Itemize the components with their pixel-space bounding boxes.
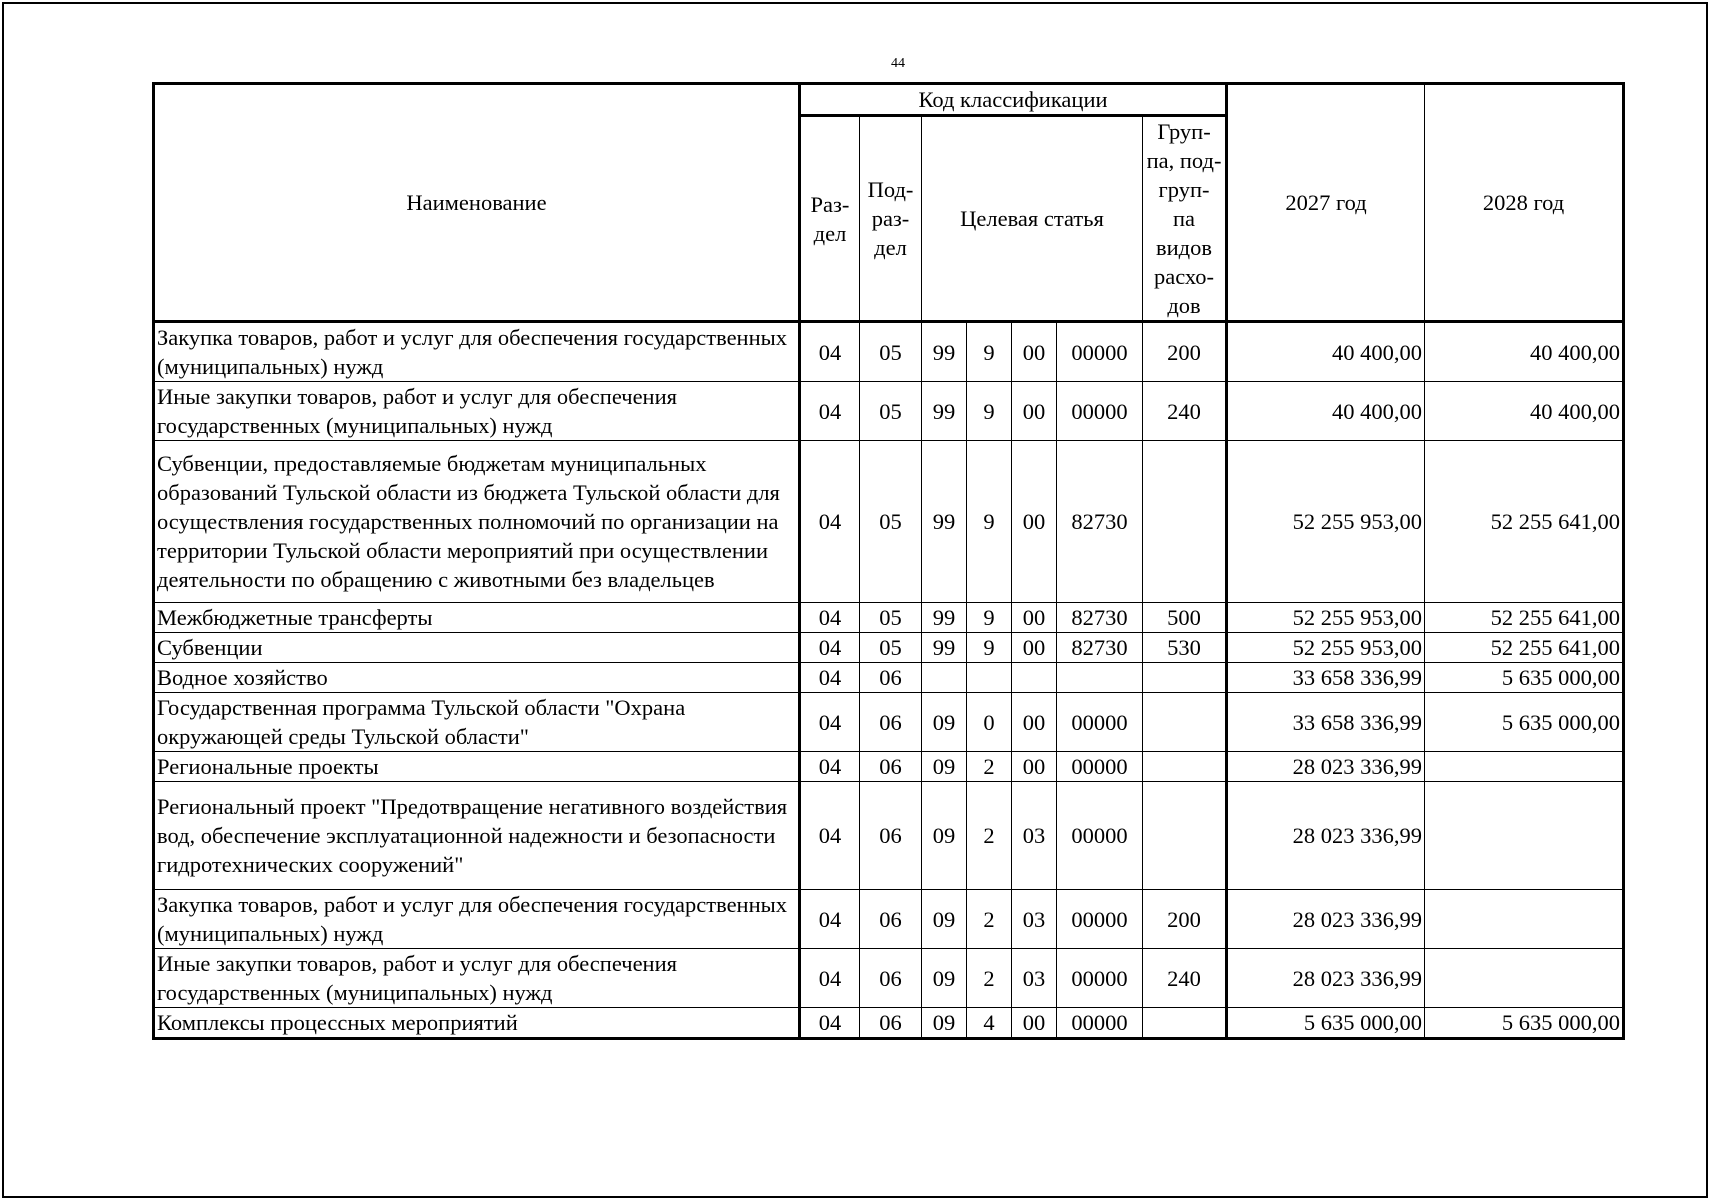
row-target-direction: 00000 [1057, 949, 1143, 1008]
header-year-2027: 2027 год [1227, 84, 1425, 322]
header-section [800, 116, 860, 322]
header-line: видов [1156, 235, 1213, 260]
row-expense-group: 530 [1143, 633, 1227, 663]
row-amount-2028: 5 635 000,00 [1425, 1008, 1624, 1039]
row-target-program: 09 [922, 1008, 967, 1039]
row-section: 04 [800, 752, 860, 782]
row-target-measure: 03 [1012, 890, 1057, 949]
row-name: Межбюджетные трансферты [154, 603, 800, 633]
header-line: расхо- [1153, 264, 1215, 289]
row-target-program: 09 [922, 693, 967, 752]
row-target-subprogram [967, 663, 1012, 693]
row-target-direction: 00000 [1057, 752, 1143, 782]
row-target-direction: 82730 [1057, 633, 1143, 663]
table-row [154, 382, 1624, 441]
header-line: Под- [867, 177, 914, 202]
row-name: Субвенции, предоставляемые бюджетам муниципальных образований Тульской области из бюджета Тульской области для осуществления государственных полномочий по организации на территории Тульской области мероприятий при осуществлении деятельности по обращению с животными без владельцев [154, 441, 800, 603]
row-subsection: 05 [860, 633, 922, 663]
row-amount-2027: 40 400,00 [1227, 382, 1425, 441]
row-expense-group: 240 [1143, 949, 1227, 1008]
row-section: 04 [800, 693, 860, 752]
row-expense-group: 200 [1143, 890, 1227, 949]
row-expense-group [1143, 782, 1227, 890]
row-name: Закупка товаров, работ и услуг для обеспечения государственных (муниципальных) нужд [154, 890, 800, 949]
row-target-subprogram: 0 [967, 693, 1012, 752]
row-target-program: 09 [922, 890, 967, 949]
row-target-measure: 00 [1012, 1008, 1057, 1039]
row-target-measure: 00 [1012, 441, 1057, 603]
row-target-program: 09 [922, 752, 967, 782]
table-row [154, 782, 1624, 890]
row-target-subprogram: 9 [967, 441, 1012, 603]
budget-table [152, 82, 1625, 1040]
row-target-measure: 00 [1012, 693, 1057, 752]
row-target-measure: 00 [1012, 382, 1057, 441]
row-target-measure: 03 [1012, 949, 1057, 1008]
row-section: 04 [800, 603, 860, 633]
row-target-program [922, 663, 967, 693]
header-line: груп- [1158, 177, 1210, 202]
row-target-subprogram: 9 [967, 603, 1012, 633]
row-amount-2028: 40 400,00 [1425, 322, 1624, 382]
row-amount-2028: 52 255 641,00 [1425, 441, 1624, 603]
row-amount-2027: 52 255 953,00 [1227, 603, 1425, 633]
row-subsection: 06 [860, 693, 922, 752]
row-amount-2028: 52 255 641,00 [1425, 633, 1624, 663]
table-row [154, 663, 1624, 693]
row-target-direction: 00000 [1057, 693, 1143, 752]
row-target-measure [1012, 663, 1057, 693]
row-amount-2028: 52 255 641,00 [1425, 603, 1624, 633]
row-amount-2028: 5 635 000,00 [1425, 663, 1624, 693]
table-row [154, 441, 1624, 603]
page-number: 44 [891, 56, 905, 71]
row-amount-2027: 33 658 336,99 [1227, 663, 1425, 693]
header-name: Наименование [154, 84, 800, 322]
row-amount-2027: 33 658 336,99 [1227, 693, 1425, 752]
row-section: 04 [800, 1008, 860, 1039]
header-subsection [860, 116, 922, 322]
row-subsection: 05 [860, 603, 922, 633]
row-subsection: 05 [860, 322, 922, 382]
row-name: Закупка товаров, работ и услуг для обеспечения государственных (муниципальных) нужд [154, 322, 800, 382]
row-target-subprogram: 2 [967, 782, 1012, 890]
row-target-direction: 00000 [1057, 782, 1143, 890]
header-line: раз- [871, 206, 910, 231]
row-target-program: 99 [922, 633, 967, 663]
row-target-direction: 00000 [1057, 382, 1143, 441]
header-line: Раз- [810, 191, 850, 217]
row-expense-group [1143, 441, 1227, 603]
header-line: па, под- [1146, 148, 1222, 173]
row-expense-group: 240 [1143, 382, 1227, 441]
table-row [154, 1008, 1624, 1039]
row-target-program: 99 [922, 382, 967, 441]
row-subsection: 05 [860, 441, 922, 603]
row-target-program: 09 [922, 949, 967, 1008]
header-line: дел [813, 220, 847, 246]
row-amount-2027: 28 023 336,99 [1227, 890, 1425, 949]
row-target-program: 99 [922, 322, 967, 382]
row-name: Иные закупки товаров, работ и услуг для обеспечения государственных (муниципальных) нужд [154, 382, 800, 441]
row-target-direction [1057, 663, 1143, 693]
row-target-program: 99 [922, 603, 967, 633]
row-amount-2028 [1425, 752, 1624, 782]
row-amount-2028 [1425, 949, 1624, 1008]
row-section: 04 [800, 663, 860, 693]
table-row [154, 890, 1624, 949]
row-amount-2027: 52 255 953,00 [1227, 441, 1425, 603]
row-name: Государственная программа Тульской области "Охрана окружающей среды Тульской области" [154, 693, 800, 752]
row-amount-2027: 28 023 336,99 [1227, 949, 1425, 1008]
row-target-subprogram: 2 [967, 752, 1012, 782]
row-subsection: 06 [860, 663, 922, 693]
row-subsection: 05 [860, 382, 922, 441]
row-target-direction: 82730 [1057, 441, 1143, 603]
row-target-subprogram: 2 [967, 949, 1012, 1008]
row-target-program: 99 [922, 441, 967, 603]
table-row [154, 752, 1624, 782]
row-expense-group [1143, 752, 1227, 782]
row-target-subprogram: 9 [967, 633, 1012, 663]
row-target-program: 09 [922, 782, 967, 890]
header-expense-group [1143, 116, 1227, 322]
row-subsection: 06 [860, 752, 922, 782]
row-section: 04 [800, 633, 860, 663]
row-name: Региональный проект "Предотвращение негативного воздействия вод, обеспечение эксплуатационной надежности и безопасности гидротехнических сооружений" [154, 782, 800, 890]
row-name: Иные закупки товаров, работ и услуг для обеспечения государственных (муниципальных) нужд [154, 949, 800, 1008]
row-target-subprogram: 9 [967, 382, 1012, 441]
row-amount-2027: 40 400,00 [1227, 322, 1425, 382]
row-subsection: 06 [860, 1008, 922, 1039]
row-section: 04 [800, 441, 860, 603]
row-section: 04 [800, 890, 860, 949]
row-name: Субвенции [154, 633, 800, 663]
row-amount-2027: 28 023 336,99 [1227, 752, 1425, 782]
row-expense-group: 200 [1143, 322, 1227, 382]
row-amount-2028: 40 400,00 [1425, 382, 1624, 441]
row-section: 04 [800, 782, 860, 890]
header-line: па [1173, 206, 1196, 231]
table-row [154, 603, 1624, 633]
header-target-article: Целевая статья [922, 116, 1143, 322]
row-amount-2028 [1425, 890, 1624, 949]
row-target-measure: 00 [1012, 322, 1057, 382]
row-target-subprogram: 9 [967, 322, 1012, 382]
table-body [154, 322, 1624, 1039]
row-target-measure: 00 [1012, 752, 1057, 782]
table-row [154, 322, 1624, 382]
table-row [154, 949, 1624, 1008]
row-target-direction: 00000 [1057, 890, 1143, 949]
row-name: Комплексы процессных мероприятий [154, 1008, 800, 1039]
row-amount-2027: 52 255 953,00 [1227, 633, 1425, 663]
row-subsection: 06 [860, 782, 922, 890]
row-amount-2027: 5 635 000,00 [1227, 1008, 1425, 1039]
row-target-subprogram: 4 [967, 1008, 1012, 1039]
row-target-subprogram: 2 [967, 890, 1012, 949]
row-name: Водное хозяйство [154, 663, 800, 693]
row-target-direction: 00000 [1057, 322, 1143, 382]
row-subsection: 06 [860, 949, 922, 1008]
header-line: Груп- [1157, 119, 1211, 144]
row-name: Региональные проекты [154, 752, 800, 782]
row-target-direction: 82730 [1057, 603, 1143, 633]
row-target-measure: 00 [1012, 633, 1057, 663]
row-expense-group [1143, 693, 1227, 752]
row-expense-group: 500 [1143, 603, 1227, 633]
row-amount-2028 [1425, 782, 1624, 890]
row-target-measure: 00 [1012, 603, 1057, 633]
header-line: дел [874, 235, 907, 260]
row-target-measure: 03 [1012, 782, 1057, 890]
row-target-direction: 00000 [1057, 1008, 1143, 1039]
row-section: 04 [800, 949, 860, 1008]
row-section: 04 [800, 322, 860, 382]
row-section: 04 [800, 382, 860, 441]
header-classification: Код классификации [800, 84, 1227, 116]
table-row [154, 693, 1624, 752]
header-year-2028: 2028 год [1425, 84, 1624, 322]
row-expense-group [1143, 1008, 1227, 1039]
header-line: дов [1167, 293, 1201, 318]
row-subsection: 06 [860, 890, 922, 949]
row-expense-group [1143, 663, 1227, 693]
row-amount-2028: 5 635 000,00 [1425, 693, 1624, 752]
table-row [154, 633, 1624, 663]
row-amount-2027: 28 023 336,99 [1227, 782, 1425, 890]
